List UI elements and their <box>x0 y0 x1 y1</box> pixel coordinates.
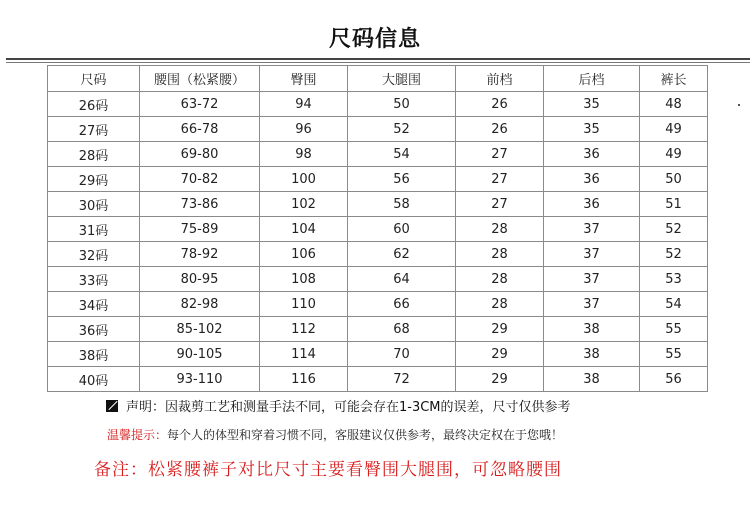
declaration <box>106 396 571 415</box>
table-cell: 108 <box>260 267 348 292</box>
table-row <box>48 92 708 117</box>
table-cell: 38 <box>544 367 640 392</box>
table-cell: 28 <box>456 217 544 242</box>
warm-tip <box>107 426 563 443</box>
table-row <box>48 317 708 342</box>
table-cell: 75-89 <box>140 217 260 242</box>
size-chart-table <box>47 65 708 392</box>
table-cell: 37 <box>544 292 640 317</box>
table-cell: 90-105 <box>140 342 260 367</box>
table-cell: 66 <box>348 292 456 317</box>
table-row <box>48 167 708 192</box>
table-cell: 48 <box>640 92 708 117</box>
table-cell: 55 <box>640 317 708 342</box>
table-cell: 58 <box>348 192 456 217</box>
table-cell: 29 <box>456 367 544 392</box>
table-cell: 102 <box>260 192 348 217</box>
header-hip: 臀围 <box>260 66 348 92</box>
table-cell: 49 <box>640 117 708 142</box>
table-cell: 52 <box>348 117 456 142</box>
table-cell: 54 <box>348 142 456 167</box>
table-cell: 26 <box>456 92 544 117</box>
remark-note: 备注：松紧腰裤子对比尺寸主要看臀围大腿围，可忽略腰围 <box>94 460 562 480</box>
table-cell: 38 <box>544 317 640 342</box>
table-cell: 69-80 <box>140 142 260 167</box>
table-cell: 49 <box>640 142 708 167</box>
table-cell: 96 <box>260 117 348 142</box>
declaration-text: 声明：因裁剪工艺和测量手法不同，可能会存在1-3CM的误差，尺寸仅供参考 <box>126 400 571 415</box>
table-cell: 72 <box>348 367 456 392</box>
table-cell: 28 <box>456 242 544 267</box>
table-cell: 70 <box>348 342 456 367</box>
table-cell: 70-82 <box>140 167 260 192</box>
table-cell: 38码 <box>48 342 140 367</box>
table-cell: 50 <box>348 92 456 117</box>
table-cell: 31码 <box>48 217 140 242</box>
table-row <box>48 242 708 267</box>
table-cell: 29 <box>456 342 544 367</box>
table-cell: 37 <box>544 267 640 292</box>
stray-dot <box>738 104 740 106</box>
table-cell: 100 <box>260 167 348 192</box>
header-thigh: 大腿围 <box>348 66 456 92</box>
table-cell: 112 <box>260 317 348 342</box>
table-cell: 27 <box>456 167 544 192</box>
table-cell: 106 <box>260 242 348 267</box>
table-cell: 56 <box>348 167 456 192</box>
table-cell: 36 <box>544 142 640 167</box>
table-row <box>48 117 708 142</box>
table-header-row <box>48 66 708 92</box>
table-cell: 27 <box>456 142 544 167</box>
tip-label: 温馨提示： <box>107 428 168 442</box>
table-cell: 60 <box>348 217 456 242</box>
table-cell: 53 <box>640 267 708 292</box>
table-cell: 52 <box>640 242 708 267</box>
declaration-icon <box>106 400 118 412</box>
table-row <box>48 142 708 167</box>
table-cell: 30码 <box>48 192 140 217</box>
table-cell: 80-95 <box>140 267 260 292</box>
table-cell: 50 <box>640 167 708 192</box>
table-cell: 36 <box>544 167 640 192</box>
table-cell: 64 <box>348 267 456 292</box>
tip-text: 每个人的体型和穿着习惯不同，客服建议仅供参考，最终决定权在于您哦！ <box>167 428 564 442</box>
table-row <box>48 217 708 242</box>
table-cell: 56 <box>640 367 708 392</box>
header-back-rise: 后档 <box>544 66 640 92</box>
table-cell: 34码 <box>48 292 140 317</box>
table-cell: 55 <box>640 342 708 367</box>
table-cell: 33码 <box>48 267 140 292</box>
table-cell: 54 <box>640 292 708 317</box>
table-cell: 52 <box>640 217 708 242</box>
table-cell: 28 <box>456 292 544 317</box>
table-cell: 85-102 <box>140 317 260 342</box>
table-cell: 32码 <box>48 242 140 267</box>
header-front-rise: 前档 <box>456 66 544 92</box>
table-cell: 94 <box>260 92 348 117</box>
table-cell: 35 <box>544 117 640 142</box>
table-cell: 104 <box>260 217 348 242</box>
table-cell: 62 <box>348 242 456 267</box>
table-row <box>48 192 708 217</box>
title-divider-thin <box>6 62 750 63</box>
table-cell: 114 <box>260 342 348 367</box>
table-cell: 68 <box>348 317 456 342</box>
table-cell: 28 <box>456 267 544 292</box>
header-length: 裤长 <box>640 66 708 92</box>
table-cell: 93-110 <box>140 367 260 392</box>
header-size: 尺码 <box>48 66 140 92</box>
table-cell: 78-92 <box>140 242 260 267</box>
table-cell: 35 <box>544 92 640 117</box>
table-cell: 66-78 <box>140 117 260 142</box>
header-waist: 腰围（松紧腰） <box>140 66 260 92</box>
table-cell: 28码 <box>48 142 140 167</box>
table-cell: 27码 <box>48 117 140 142</box>
table-row <box>48 292 708 317</box>
table-cell: 110 <box>260 292 348 317</box>
table-cell: 37 <box>544 242 640 267</box>
table-cell: 51 <box>640 192 708 217</box>
table-cell: 27 <box>456 192 544 217</box>
table-cell: 37 <box>544 217 640 242</box>
table-cell: 36码 <box>48 317 140 342</box>
table-cell: 73-86 <box>140 192 260 217</box>
table-cell: 40码 <box>48 367 140 392</box>
table-cell: 98 <box>260 142 348 167</box>
title-divider <box>6 58 750 60</box>
table-cell: 36 <box>544 192 640 217</box>
table-row <box>48 342 708 367</box>
table-cell: 29 <box>456 317 544 342</box>
table-cell: 26码 <box>48 92 140 117</box>
table-cell: 82-98 <box>140 292 260 317</box>
table-row <box>48 267 708 292</box>
page-title: 尺码信息 <box>328 27 421 52</box>
table-cell: 116 <box>260 367 348 392</box>
table-cell: 26 <box>456 117 544 142</box>
table-cell: 38 <box>544 342 640 367</box>
table-row <box>48 367 708 392</box>
table-cell: 29码 <box>48 167 140 192</box>
table-cell: 63-72 <box>140 92 260 117</box>
